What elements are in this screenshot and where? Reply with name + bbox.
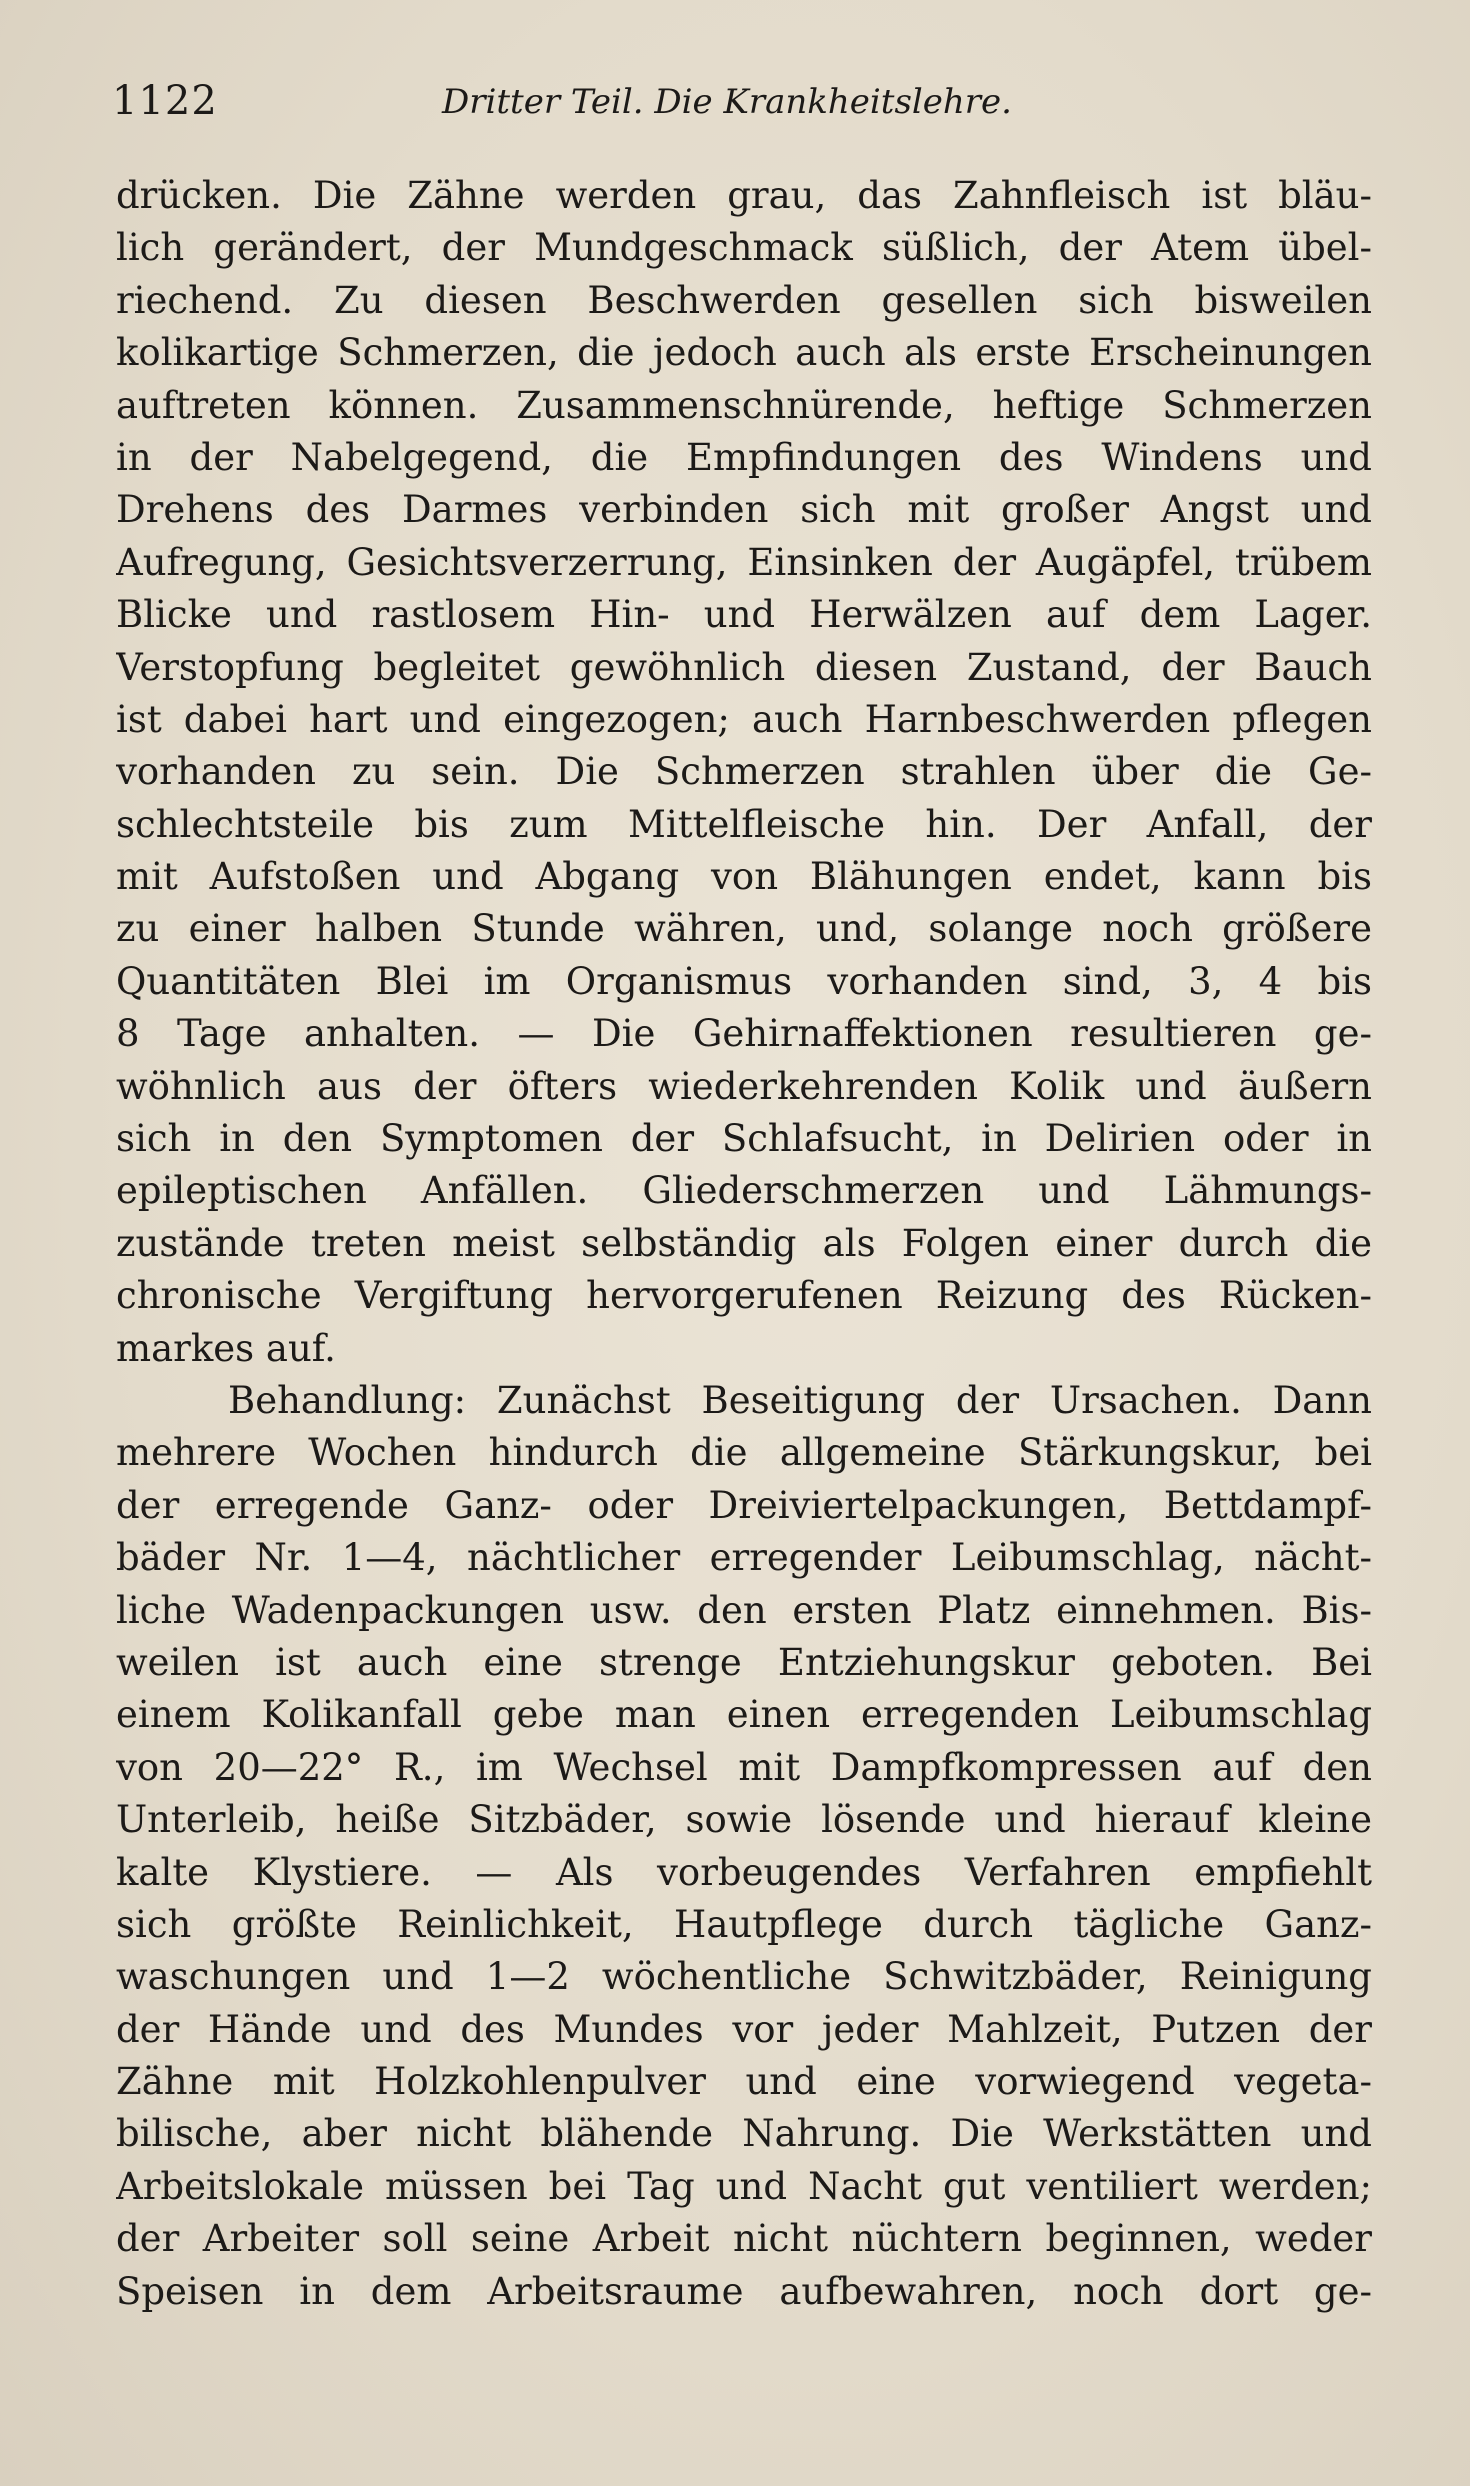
running-head: Dritter Teil. Die Krankheitslehre. [442,82,1012,122]
text-line: mit Aufstoßen und Abgang von Blähungen endet, kann bis [116,855,1372,899]
text-line: 8 Tage anhalten. — Die Gehirnaffektionen resultieren ge- [116,1012,1372,1056]
text-line: zustände treten meist selbständig als Folgen einer durch die [116,1221,1372,1265]
text-line: Unterleib, heiße Sitzbäder, sowie lösende und hierauf kleine [116,1798,1372,1842]
text-line: kolikartige Schmerzen, die jedoch auch als erste Erscheinungen [116,331,1372,375]
text-line: auftreten können. Zusammenschnürende, heftige Schmerzen [116,383,1372,427]
body-text [116,170,1372,2318]
text-line: einem Kolikanfall gebe man einen erregenden Leibumschlag [116,1693,1372,1737]
text-line: epileptischen Anfällen. Gliederschmerzen und Lähmungs- [116,1169,1372,1213]
text-line: der Arbeiter soll seine Arbeit nicht nüchtern beginnen, weder [116,2217,1372,2261]
text-line: liche Wadenpackungen usw. den ersten Platz einnehmen. Bis- [116,1588,1372,1632]
text-line: wöhnlich aus der öfters wiederkehrenden Kolik und äußern [116,1064,1372,1108]
page-header [112,78,1362,138]
text-line: kalte Klystiere. — Als vorbeugendes Verfahren empfiehlt [116,1850,1372,1894]
paragraph-start-line: Behandlung: Zunächst Beseitigung der Ursachen. Dann [228,1378,1372,1422]
text-line: der erregende Ganz- oder Dreiviertelpackungen, Bettdampf- [116,1483,1372,1527]
paragraph-end-line: markes auf. [116,1326,336,1370]
text-line: der Hände und des Mundes vor jeder Mahlzeit, Putzen der [116,2007,1372,2051]
page-number: 1122 [112,78,218,124]
text-line: Arbeitslokale müssen bei Tag und Nacht gut ventiliert werden; [116,2164,1372,2208]
text-line: chronische Vergiftung hervorgerufenen Reizung des Rücken- [116,1274,1372,1318]
text-line: in der Nabelgegend, die Empfindungen des Windens und [116,435,1372,479]
text-line: sich größte Reinlichkeit, Hautpflege durch tägliche Ganz- [116,1902,1372,1946]
text-line: Verstopfung begleitet gewöhnlich diesen Zustand, der Bauch [116,645,1372,689]
text-line: waschungen und 1—2 wöchentliche Schwitzbäder, Reinigung [116,1955,1372,1999]
text-line: mehrere Wochen hindurch die allgemeine Stärkungskur, bei [116,1431,1372,1475]
text-line: schlechtsteile bis zum Mittelfleische hin. Der Anfall, der [116,802,1372,846]
text-line: sich in den Symptomen der Schlafsucht, in Delirien oder in [116,1117,1372,1161]
text-line: Blicke und rastlosem Hin- und Herwälzen auf dem Lager. [116,593,1372,637]
text-line: weilen ist auch eine strenge Entziehungskur geboten. Bei [116,1640,1372,1684]
text-line: bäder Nr. 1—4, nächtlicher erregender Leibumschlag, nächt- [116,1536,1372,1580]
text-line: drücken. Die Zähne werden grau, das Zahnfleisch ist bläu- [116,174,1372,217]
text-line: Drehens des Darmes verbinden sich mit großer Angst und [116,488,1372,532]
text-line: vorhanden zu sein. Die Schmerzen strahlen über die Ge- [116,750,1372,794]
text-line: bilische, aber nicht blähende Nahrung. Die Werkstätten und [116,2112,1372,2156]
text-line: zu einer halben Stunde währen, und, solange noch größere [116,907,1372,951]
text-line: riechend. Zu diesen Beschwerden gesellen sich bisweilen [116,278,1372,322]
text-line: lich gerändert, der Mundgeschmack süßlich, der Atem übel- [116,226,1372,270]
text-line: Quantitäten Blei im Organismus vorhanden sind, 3, 4 bis [116,959,1372,1003]
text-line: Speisen in dem Arbeitsraume aufbewahren, noch dort ge- [116,2269,1372,2313]
text-line: Zähne mit Holzkohlenpulver und eine vorwiegend vegeta- [116,2060,1372,2104]
text-line: ist dabei hart und eingezogen; auch Harnbeschwerden pflegen [116,697,1372,741]
text-line: von 20—22° R., im Wechsel mit Dampfkompressen auf den [116,1745,1372,1789]
text-line: Aufregung, Gesichtsverzerrung, Einsinken der Augäpfel, trübem [116,540,1372,584]
